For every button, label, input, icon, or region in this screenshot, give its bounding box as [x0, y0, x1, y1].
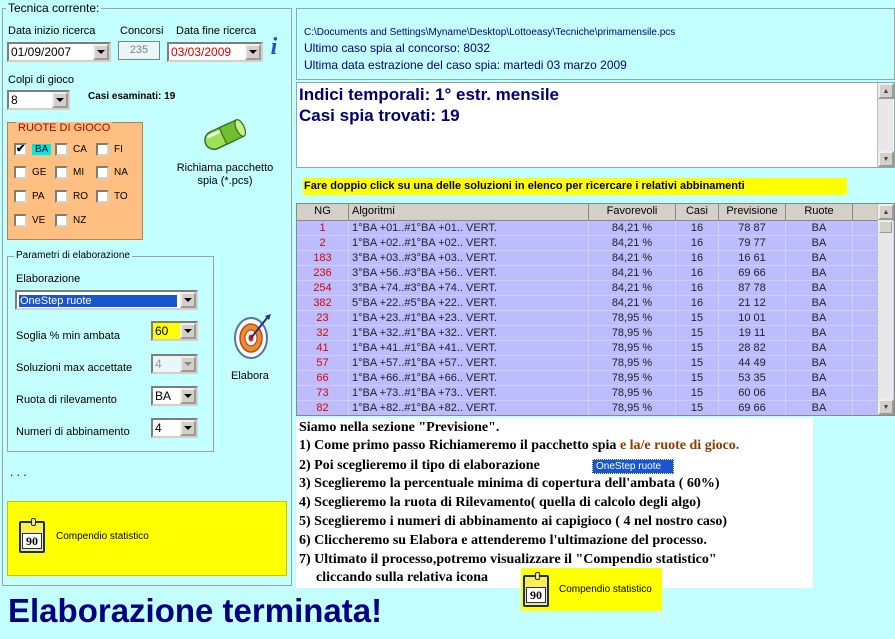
table-cell: 84,21 % — [589, 236, 676, 251]
table-cell: 3°BA +03..#3°BA +03.. VERT. — [349, 251, 589, 266]
ruota-label: GE — [32, 167, 47, 178]
data-inizio-combo[interactable] — [7, 42, 111, 62]
ruota-checkbox-mi[interactable] — [55, 166, 84, 179]
table-cell: 2 — [297, 236, 349, 251]
chevron-down-icon[interactable] — [180, 388, 196, 404]
hint-bar: Fare doppio click su una delle soluzioni in elenco per ricercare i relativi abbinamenti — [303, 178, 847, 195]
onestep-chip: OneStep ruote — [592, 459, 674, 474]
table-cell: 1°BA +02..#1°BA +02.. VERT. — [349, 236, 589, 251]
elaborazione-value: OneStep ruote — [19, 295, 177, 307]
table-cell: BA — [786, 401, 853, 416]
ruota-checkbox-ro[interactable] — [55, 190, 88, 203]
tecnica-corrente-title: Tecnica corrente: — [8, 1, 100, 15]
table-cell: 87 78 — [719, 281, 786, 296]
column-header[interactable]: Algoritmi — [349, 204, 589, 221]
table-cell: BA — [786, 266, 853, 281]
table-row[interactable] — [297, 281, 894, 296]
checkbox-box[interactable] — [55, 143, 68, 156]
instruction-step-1 — [299, 438, 739, 454]
table-cell: 16 — [676, 296, 719, 311]
ruota-label: PA — [32, 191, 45, 202]
ruota-checkbox-ca[interactable] — [55, 143, 87, 156]
ruota-label: RO — [73, 191, 88, 202]
checkbox-box[interactable] — [14, 190, 27, 203]
table-cell: 16 — [676, 266, 719, 281]
table-cell: BA — [786, 281, 853, 296]
elaborazione-label: Elaborazione — [16, 273, 81, 285]
instruction-step-1a: 1) Come primo passo Richiameremo il pacchetto spia — [299, 438, 617, 453]
instruction-step-5: 5) Sceglieremo i numeri di abbinamento ai capigioco ( 4 nel nostro caso) — [299, 514, 728, 529]
ruota-label: NZ — [73, 215, 87, 226]
table-cell: 1°BA +66..#1°BA +66.. VERT. — [349, 371, 589, 386]
table-cell: 5°BA +22..#5°BA +22.. VERT. — [349, 296, 589, 311]
table-cell: 84,21 % — [589, 266, 676, 281]
ruota-value: BA — [155, 389, 172, 403]
ruota-checkbox-nz[interactable] — [55, 214, 86, 227]
instruction-step-2: 2) Poi sceglieremo il tipo di elaborazione — [299, 458, 540, 473]
table-cell: 1°BA +23..#1°BA +23.. VERT. — [349, 311, 589, 326]
table-cell: 78,95 % — [589, 311, 676, 326]
richiama-label[interactable]: Richiama pacchetto spia (*.pcs) — [176, 162, 274, 187]
table-cell: 84,21 % — [589, 281, 676, 296]
checkbox-box[interactable] — [14, 166, 27, 179]
ruota-checkbox-na[interactable] — [96, 166, 128, 179]
table-cell: 28 82 — [719, 341, 786, 356]
ruota-label: NA — [114, 167, 128, 178]
soluzioni-value: 4 — [155, 357, 162, 371]
checkbox-box[interactable] — [55, 190, 68, 203]
table-row[interactable] — [297, 401, 894, 416]
table-cell: 15 — [676, 371, 719, 386]
indici-line2: Casi spia trovati: 19 — [299, 106, 460, 125]
table-cell: 15 — [676, 401, 719, 416]
table-row[interactable] — [297, 236, 894, 251]
instruction-step-6: 6) Cliccheremo su Elabora e attenderemo l'ultimazione del processo. — [299, 533, 707, 548]
table-cell: 16 — [676, 236, 719, 251]
table-cell: BA — [786, 236, 853, 251]
table-row[interactable] — [297, 356, 894, 371]
table-cell: 183 — [297, 251, 349, 266]
chevron-down-icon[interactable] — [93, 44, 109, 60]
numeri-value: 4 — [155, 421, 162, 435]
chevron-down-icon[interactable] — [180, 292, 196, 308]
instruction-step-7a: 7) Ultimato il processo,potremo visualizzare il "Compendio statistico" — [299, 552, 717, 567]
table-row[interactable] — [297, 371, 894, 386]
table-cell: 3°BA +56..#3°BA +56.. VERT. — [349, 266, 589, 281]
scroll-thumb[interactable] — [879, 221, 892, 233]
instruction-step-3: 3) Sceglieremo la percentuale minima di copertura dell'ambata ( 60%) — [299, 476, 720, 491]
data-inizio-value: 01/09/2007 — [11, 45, 72, 59]
calendar-90-icon[interactable] — [523, 575, 549, 607]
table-cell: BA — [786, 311, 853, 326]
column-header[interactable]: Ruote — [786, 204, 853, 221]
indici-line1: Indici temporali: 1° estr. mensile — [299, 85, 559, 104]
table-cell: BA — [786, 326, 853, 341]
table-cell: 15 — [676, 326, 719, 341]
elabora-button[interactable] — [229, 312, 273, 362]
column-header[interactable]: Previsione — [719, 204, 786, 221]
pill-capsule-icon — [198, 117, 248, 155]
table-cell: 57 — [297, 356, 349, 371]
badge-number: 90 — [22, 533, 42, 549]
table-cell: 16 — [676, 281, 719, 296]
table-cell: 69 66 — [719, 401, 786, 416]
table-cell: 19 11 — [719, 326, 786, 341]
table-cell: 66 — [297, 371, 349, 386]
table-cell: 32 — [297, 326, 349, 341]
numeri-combo[interactable] — [151, 418, 198, 438]
table-cell: 23 — [297, 311, 349, 326]
table-row[interactable] — [297, 221, 894, 236]
soglia-label: Soglia % min ambata — [16, 330, 120, 342]
ruota-checkbox-fi[interactable] — [96, 143, 123, 156]
table-row[interactable] — [297, 251, 894, 266]
table-cell: 382 — [297, 296, 349, 311]
table-cell: 78,95 % — [589, 341, 676, 356]
table-cell: BA — [786, 221, 853, 236]
ruota-checkbox-ge[interactable] — [14, 166, 46, 179]
table-row[interactable] — [297, 326, 894, 341]
richiama-pacchetto-button[interactable] — [198, 117, 248, 155]
table-cell: 78,95 % — [589, 326, 676, 341]
results-table — [296, 203, 895, 416]
scroll-down-icon[interactable]: ▼ — [878, 399, 894, 415]
table-cell: 15 — [676, 386, 719, 401]
colpi-label: Colpi di gioco — [8, 74, 75, 86]
compendio-mini-label[interactable]: Compendio statistico — [559, 584, 652, 595]
elaborazione-combo[interactable] — [15, 290, 198, 310]
ruota-checkbox-ve[interactable] — [14, 214, 45, 227]
ruota-checkbox-pa[interactable] — [14, 190, 45, 203]
table-cell: 79 77 — [719, 236, 786, 251]
ruota-label: BA — [32, 144, 51, 155]
concorsi-field: 235 — [118, 41, 160, 60]
table-row[interactable] — [297, 296, 894, 311]
checkbox-box[interactable] — [55, 166, 68, 179]
scroll-up-icon[interactable]: ▲ — [878, 83, 894, 99]
checkbox-box[interactable] — [96, 143, 109, 156]
table-cell: BA — [786, 251, 853, 266]
table-row[interactable] — [297, 341, 894, 356]
chevron-down-icon[interactable] — [245, 44, 261, 60]
checkbox-box[interactable] — [14, 214, 27, 227]
table-cell: 73 — [297, 386, 349, 401]
table-cell: 236 — [297, 266, 349, 281]
table-scrollbar[interactable] — [877, 204, 893, 415]
checkbox-box[interactable] — [55, 214, 68, 227]
table-cell: 15 — [676, 341, 719, 356]
table-cell: 16 — [676, 221, 719, 236]
ruota-label: Ruota di rilevamento — [16, 394, 117, 406]
table-cell: 1°BA +01..#1°BA +01.. VERT. — [349, 221, 589, 236]
table-cell: 84,21 % — [589, 251, 676, 266]
chevron-down-icon[interactable] — [180, 420, 196, 436]
table-cell: 254 — [297, 281, 349, 296]
table-header — [297, 204, 894, 221]
table-cell: 78,95 % — [589, 401, 676, 416]
table-cell: 1°BA +82..#1°BA +82.. VERT. — [349, 401, 589, 416]
data-inizio-label: Data inizio ricerca — [8, 25, 96, 37]
soluzioni-combo[interactable] — [151, 354, 198, 374]
table-cell: 78,95 % — [589, 356, 676, 371]
checkbox-box[interactable] — [96, 166, 109, 179]
table-cell: BA — [786, 356, 853, 371]
soluzioni-label: Soluzioni max accettate — [16, 362, 133, 374]
badge-number: 90 — [526, 587, 546, 603]
table-cell: 1°BA +73..#1°BA +73.. VERT. — [349, 386, 589, 401]
table-cell: 21 12 — [719, 296, 786, 311]
table-row[interactable] — [297, 311, 894, 326]
data-fine-label: Data fine ricerca — [176, 25, 257, 37]
table-cell: 41 — [297, 341, 349, 356]
indici-scrollbar[interactable] — [877, 83, 893, 167]
casi-esaminati: Casi esaminati: 19 — [88, 91, 176, 102]
scroll-up-icon[interactable]: ▲ — [878, 204, 894, 220]
chevron-down-icon[interactable] — [180, 356, 196, 372]
table-cell: 16 — [676, 251, 719, 266]
table-cell: 15 — [676, 356, 719, 371]
scroll-down-icon[interactable]: ▼ — [878, 151, 894, 167]
table-cell: BA — [786, 371, 853, 386]
ultimo-caso: Ultimo caso spia al concorso: 8032 — [304, 41, 491, 55]
colpi-combo[interactable] — [7, 90, 70, 110]
table-cell: 1°BA +57..#1°BA +57.. VERT. — [349, 356, 589, 371]
calendar-90-icon[interactable] — [19, 521, 45, 553]
table-cell: 69 66 — [719, 266, 786, 281]
table-body — [297, 221, 894, 416]
table-cell: 78,95 % — [589, 371, 676, 386]
chevron-down-icon[interactable] — [180, 323, 196, 339]
table-cell: BA — [786, 341, 853, 356]
ruota-combo[interactable] — [151, 386, 198, 406]
table-cell: 82 — [297, 401, 349, 416]
elabora-label[interactable]: Elabora — [231, 370, 269, 382]
table-cell: 84,21 % — [589, 296, 676, 311]
chevron-down-icon[interactable] — [52, 92, 68, 108]
compendio-label[interactable]: Compendio statistico — [56, 531, 149, 542]
ruota-label: CA — [73, 144, 87, 155]
table-cell: 16 61 — [719, 251, 786, 266]
ruote-title: RUOTE DI GIOCO — [18, 122, 111, 134]
ellipsis-text: . . . — [10, 465, 27, 479]
table-cell: 44 49 — [719, 356, 786, 371]
table-cell: 60 06 — [719, 386, 786, 401]
concorsi-label: Concorsi — [120, 25, 164, 37]
data-fine-combo[interactable] — [167, 42, 263, 62]
table-cell: 1°BA +32..#1°BA +32.. VERT. — [349, 326, 589, 341]
checkbox-box[interactable] — [96, 190, 109, 203]
instruction-step-4: 4) Sceglieremo la ruota di Rilevamento( quella di calcolo degli algo) — [299, 495, 701, 510]
data-fine-value: 03/03/2009 — [171, 45, 232, 59]
column-header[interactable]: Casi — [676, 204, 719, 221]
table-row[interactable] — [297, 386, 894, 401]
soglia-value: 60 — [155, 324, 169, 338]
ruota-checkbox-ba[interactable] — [14, 143, 51, 156]
instruction-intro: Siamo nella sezione "Previsione". — [299, 420, 500, 435]
table-cell: 1 — [297, 221, 349, 236]
target-icon — [229, 312, 273, 362]
column-header[interactable]: Favorevoli — [589, 204, 676, 221]
ruota-label: MI — [73, 167, 85, 178]
ultima-data: Ultima data estrazione del caso spia: martedi 03 marzo 2009 — [304, 58, 627, 72]
table-cell: 15 — [676, 311, 719, 326]
instruction-step-7b: cliccando sulla relativa icona — [316, 570, 489, 585]
ruota-label: TO — [114, 191, 128, 202]
checkbox-box[interactable]: ✔ — [16, 143, 26, 155]
table-cell: 78 87 — [719, 221, 786, 236]
column-header[interactable]: NG — [297, 204, 349, 221]
table-cell: BA — [786, 386, 853, 401]
colpi-value: 8 — [11, 93, 18, 107]
instruction-step-1b: e la/e ruote di gioco. — [616, 438, 740, 453]
parametri-title: Parametri di elaborazione — [16, 250, 130, 261]
table-row[interactable] — [297, 266, 894, 281]
table-cell: 10 01 — [719, 311, 786, 326]
table-cell: 84,21 % — [589, 221, 676, 236]
table-cell: 53 35 — [719, 371, 786, 386]
table-cell: 78,95 % — [589, 386, 676, 401]
table-cell: BA — [786, 296, 853, 311]
file-path: C:\Documents and Settings\Myname\Desktop\Lottoeasy\Tecniche\primamensile.pcs — [304, 27, 676, 38]
table-cell: 1°BA +41..#1°BA +41.. VERT. — [349, 341, 589, 356]
ruota-checkbox-to[interactable] — [96, 190, 128, 203]
numeri-label: Numeri di abbinamento — [16, 426, 130, 438]
table-cell: 3°BA +74..#3°BA +74.. VERT. — [349, 281, 589, 296]
soglia-combo[interactable] — [151, 321, 198, 341]
info-icon[interactable]: i — [270, 34, 278, 60]
status-text: Elaborazione terminata! — [8, 592, 383, 629]
ruota-label: VE — [32, 215, 46, 226]
ruota-label: FI — [114, 144, 123, 155]
